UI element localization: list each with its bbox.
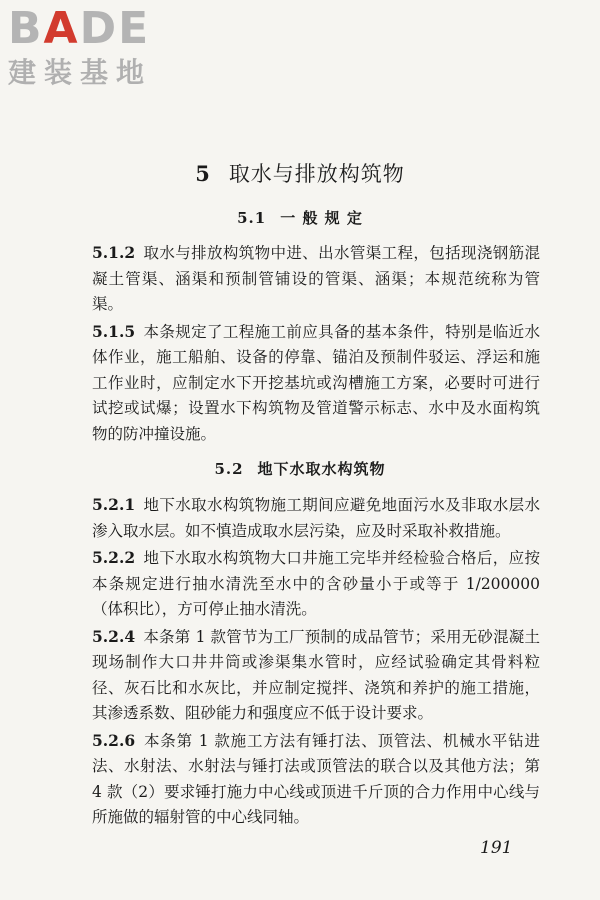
clause-number: 5.2.4	[92, 626, 136, 646]
clause-text: 地下水取水构筑物施工期间应避免地面污水及非取水层水渗入取水层。如不慎造成取水层污染，应及时采取补救措施。	[92, 496, 540, 540]
clause-paragraph	[92, 545, 540, 623]
clause-number: 5.2.6	[92, 730, 136, 750]
clause-paragraph	[92, 492, 540, 544]
section-number: 5.2	[214, 460, 244, 478]
logo	[8, 3, 178, 96]
page-number: 191	[480, 838, 513, 858]
clause-number: 5.2.1	[92, 495, 136, 514]
clause-number: 5.2.2	[92, 548, 136, 567]
logo-letter-d: D	[79, 3, 119, 54]
clause-text: 本条第 1 款施工方法有锤打法、顶管法、机械水平钻进法、水射法、水射法与锤打法或顶管法的联合以及其他方法；第 4 款（2）要求锤打施力中心线或顶进千斤顶的合力作用中心线与所施做的辐射管的中心线同轴。	[92, 731, 540, 826]
logo-letter-b: B	[8, 3, 44, 54]
chapter-title-text: 取水与排放构筑物	[228, 162, 405, 186]
clause-text: 取水与排放构筑物中进、出水管渠工程，包括现浇钢筋混凝土管渠、涵渠和预制管铺设的管渠、涵渠；本规范统称为管渠。	[92, 244, 540, 313]
section-number: 5.1	[237, 209, 267, 227]
chapter-title	[0, 158, 600, 188]
logo-letter-e: E	[118, 3, 151, 54]
clause-paragraph	[92, 624, 540, 727]
clause-paragraph	[92, 240, 540, 318]
clause-text: 本条规定了工程施工前应具备的基本条件，特别是临近水体作业，施工船舶、设备的停靠、锚泊及预制件驳运、浮运和施工作业时，应制定水下开挖基坑或沟槽施工方案，必要时可进行试挖或试爆；设置水下构筑物及管道警示标志、水中及水面构筑物的防冲撞设施。	[92, 322, 540, 443]
clause-paragraph	[92, 728, 540, 831]
logo-wordmark	[8, 3, 178, 54]
clause-number: 5.1.5	[92, 321, 136, 341]
logo-letter-a: A	[43, 3, 80, 54]
clause-text: 地下水取水构筑物大口井施工完毕并经检验合格后，应按本条规定进行抽水清洗至水中的含砂量小于或等于 1/200000（体积比），方可停止抽水清洗。	[92, 549, 540, 618]
section-title	[0, 458, 600, 479]
section-title	[0, 207, 600, 228]
section-body	[92, 240, 540, 448]
clause-paragraph	[92, 319, 540, 448]
clause-text: 本条第 1 款管节为工厂预制的成品管节；采用无砂混凝土现场制作大口井井筒或渗渠集水管时，应经试验确定其骨料粒径、灰石比和水灰比，并应制定搅拌、浇筑和养护的施工措施，其渗透系数、阻砂能力和强度应不低于设计要求。	[92, 627, 540, 722]
chapter-number: 5	[195, 161, 211, 186]
section-title-text: 一 般 规 定	[280, 209, 363, 227]
clause-number: 5.1.2	[92, 243, 136, 262]
section-title-text: 地下水取水构筑物	[257, 460, 386, 478]
section-body	[92, 492, 540, 832]
logo-subtitle: 建装基地	[8, 56, 153, 89]
